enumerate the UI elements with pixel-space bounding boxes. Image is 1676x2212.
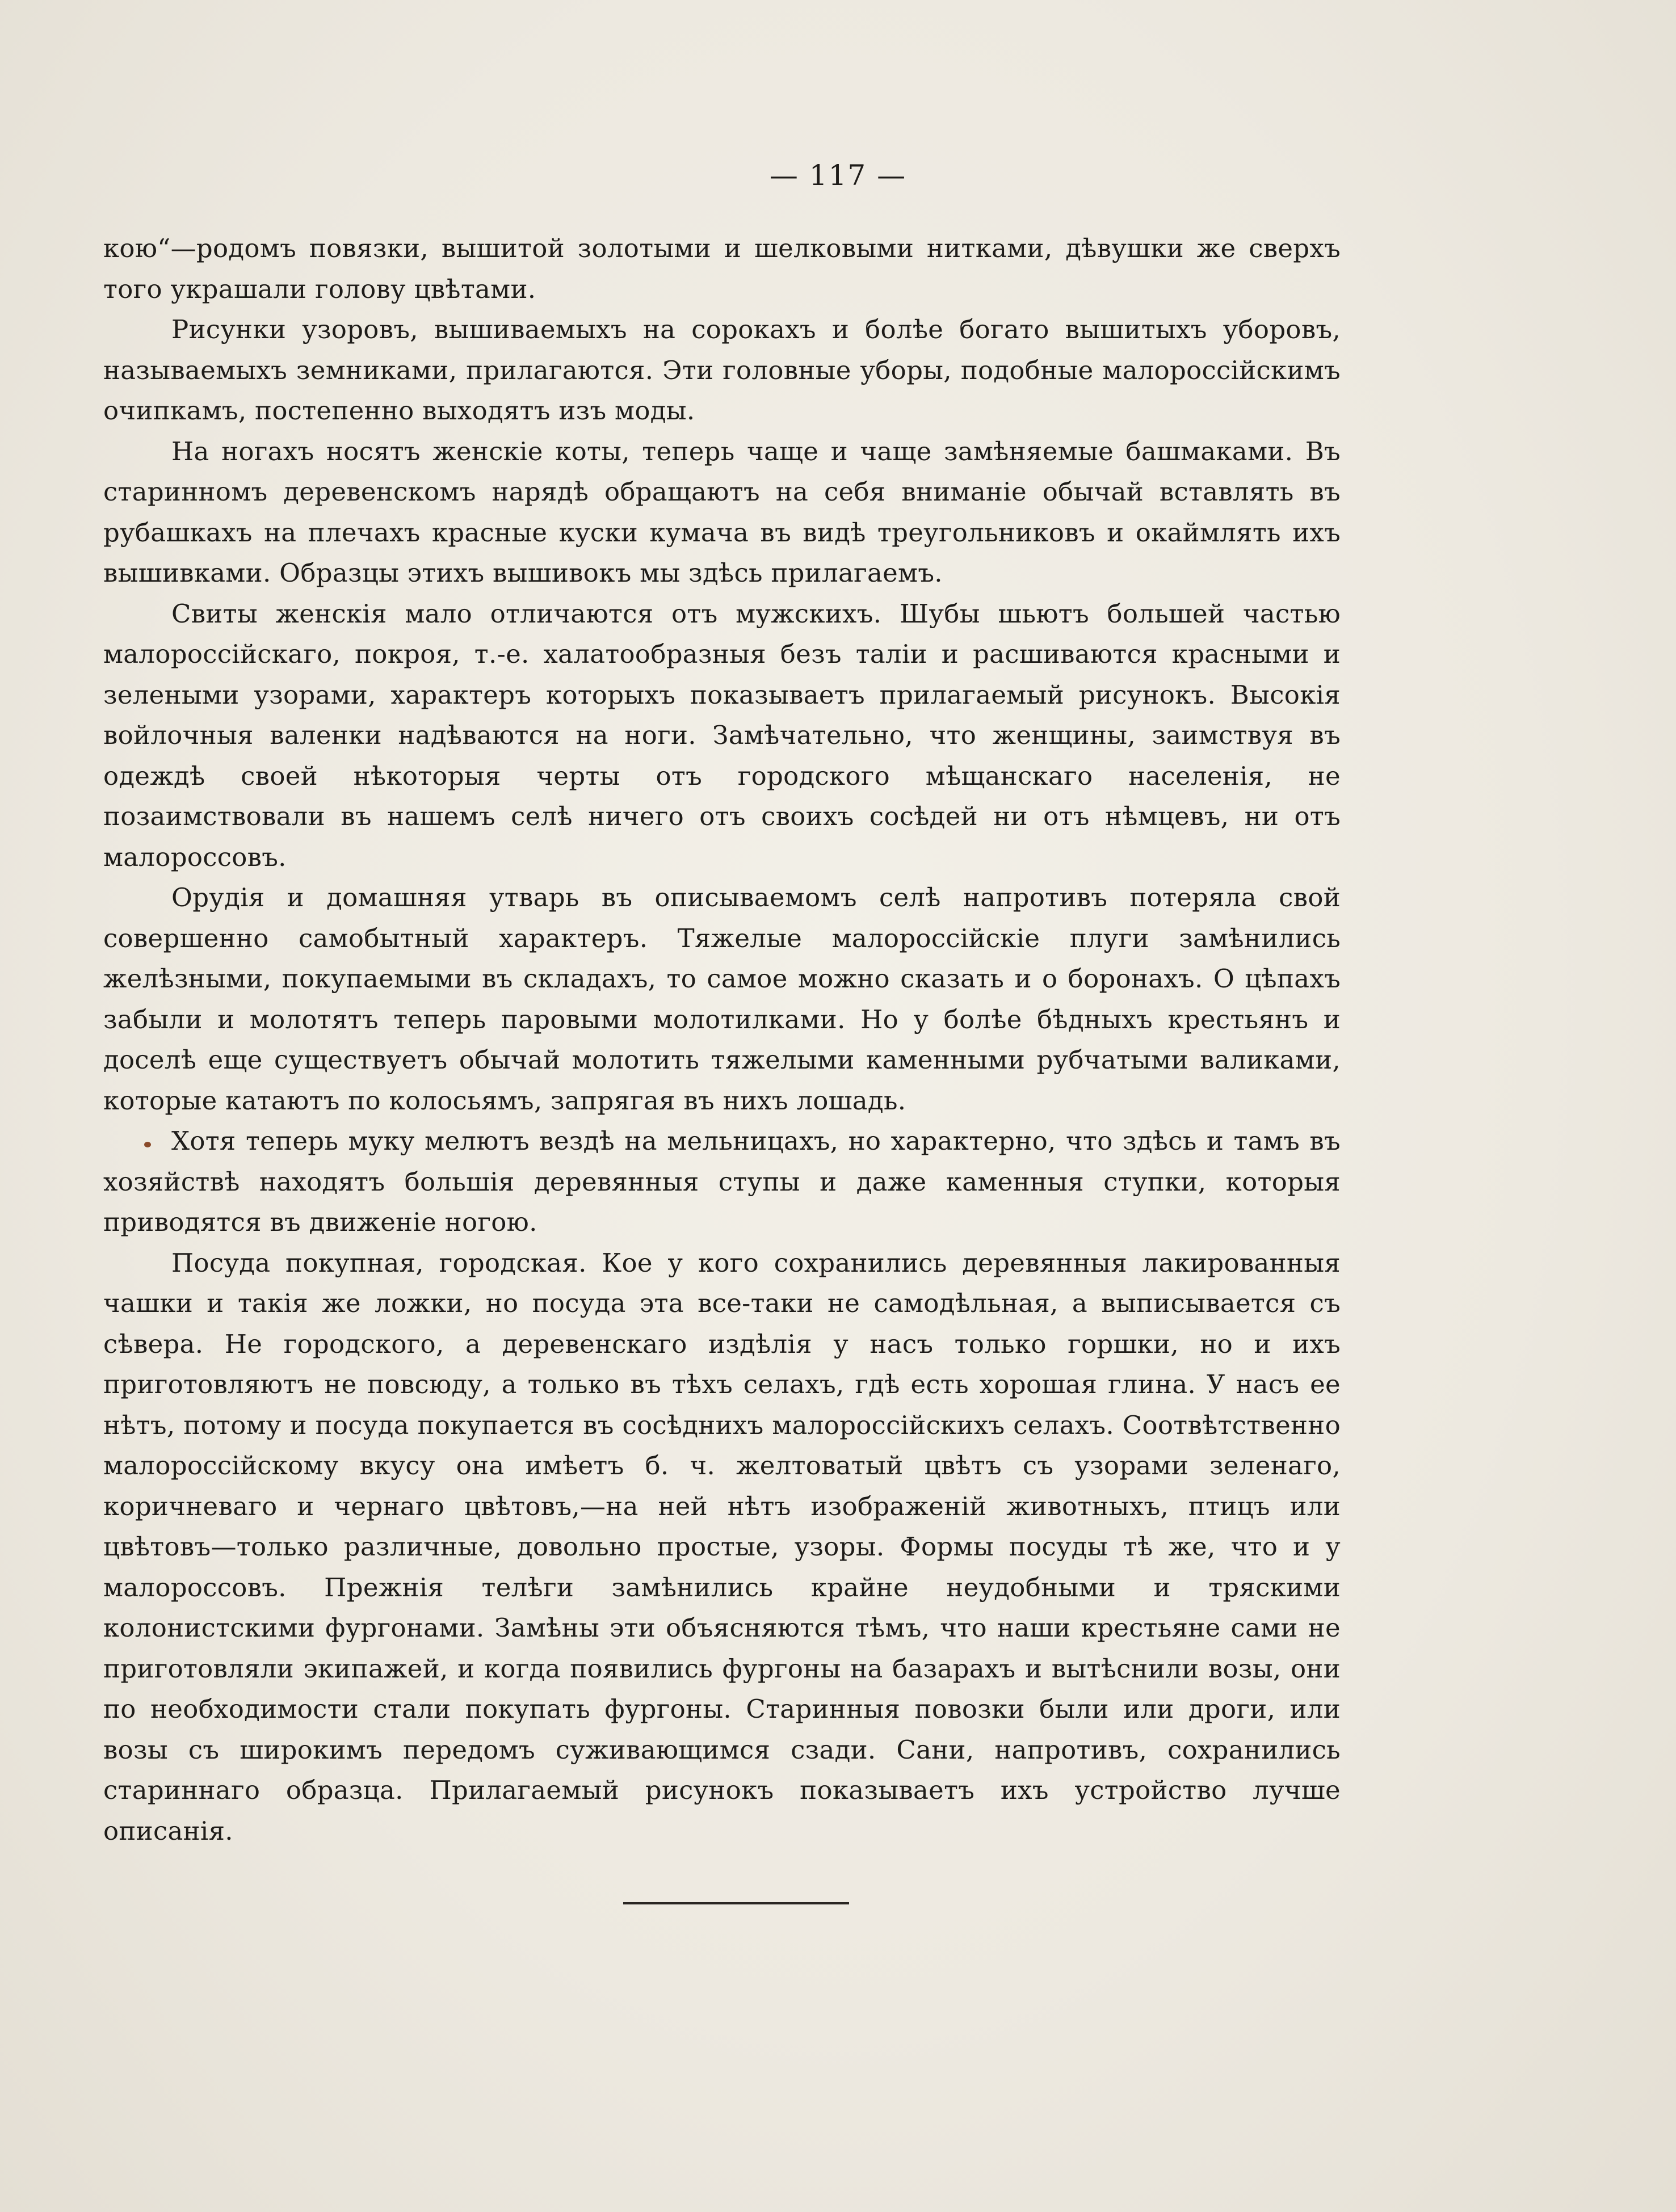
paragraph-7: Посуда покупная, городская. Кое у кого сохранились деревянныя лакированныя чашки и такія же ложки, но посуда эта все-таки не самодѣльная, а выписывается съ сѣвера. Не городского, а деревенскаго издѣлія у насъ только горшки, но и ихъ приготовляютъ не повсюду, а только въ тѣхъ селахъ, гдѣ есть хорошая глина. У насъ ее нѣтъ, потому и посуда покупается въ сосѣднихъ малороссійскихъ селахъ. Соотвѣтственно малороссійскому вкусу она имѣетъ б. ч. желтоватый цвѣтъ съ узорами зеленаго, коричневаго и чернаго цвѣтовъ,—на ней нѣтъ изображеній животныхъ, птицъ или цвѣтовъ—только различные, довольно простые, узоры. Формы посуды тѣ же, что и у малороссовъ. Прежнія телѣги замѣнились крайне неудобными и тряскими колонистскими фургонами. Замѣны эти объясняются тѣмъ, что наши крестьяне сами не приготовляли экипажей, и когда появились фургоны на базарахъ и вытѣснили возы, они по необходимости стали покупать фургоны. Старинныя повозки были или дроги, или возы съ широкимъ передомъ суживающимся сзади. Сани, напротивъ, сохранились стариннаго образца. Прилагаемый рисунокъ показываетъ ихъ устройство лучше описанія. [103,1247,1341,1846]
paragraph-3: На ногахъ носятъ женскіе коты, теперь чаще и чаще замѣняемые башмаками. Въ старинномъ деревенскомъ нарядѣ обращаютъ на себя вниманіе обычай вставлять въ рубашкахъ на плечахъ красные куски кумача въ видѣ треугольниковъ и окаймлять ихъ вышивками. Образцы этихъ вышивокъ мы здѣсь прилагаемъ. [103,436,1341,588]
paragraph-6: Хотя теперь муку мелютъ вездѣ на мельницахъ, но характерно, что здѣсь и тамъ въ хозяйствѣ находятъ большія деревянныя ступы и даже каменныя ступки, которыя приводятся въ движеніе ногою. [103,1126,1341,1237]
paragraph-4: Свиты женскія мало отличаются отъ мужскихъ. Шубы шьютъ большей частью малороссійскаго, покроя, т.-е. халатообразныя безъ таліи и расшиваются красными и зелеными узорами, характеръ которыхъ показываетъ прилагаемый рисунокъ. Высокія войлочныя валенки надѣваются на ноги. Замѣчательно, что женщины, заимствуя въ одеждѣ своей нѣкоторыя черты отъ городского мѣщанскаго населенія, не позаимствовали въ нашемъ селѣ ничего отъ своихъ сосѣдей ни отъ нѣмцевъ, ни отъ малороссовъ. [103,598,1341,872]
page-number: — 117 — [769,159,907,192]
ink-speck-mark [144,1142,151,1147]
end-rule-divider [623,1902,849,1904]
body-text [103,228,1341,1851]
paragraph-5: Орудія и домашняя утварь въ описываемомъ селѣ напротивъ потеряла свой совершенно самобытный характеръ. Тяжелые малороссійскіе плуги замѣнились желѣзными, покупаемыми въ складахъ, то самое можно сказать и о боронахъ. О цѣпахъ забыли и молотятъ теперь паровыми молотилками. Но у болѣе бѣдныхъ крестьянъ и доселѣ еще существуетъ обычай молотить тяжелыми каменными рубчатыми валиками, которые катаютъ по колосьямъ, запрягая въ нихъ лошадь. [103,882,1341,1116]
paragraph-1: кою“—родомъ повязки, вышитой золотыми и шелковыми нитками, дѣвушки же сверхъ того украшали голову цвѣтами. [103,233,1341,304]
paragraph-2: Рисунки узоровъ, вышиваемыхъ на сорокахъ и болѣе богато вышитыхъ уборовъ, называемыхъ земниками, прилагаются. Эти головные уборы, подобные малороссійскимъ очипкамъ, постепенно выходятъ изъ моды. [103,314,1341,426]
